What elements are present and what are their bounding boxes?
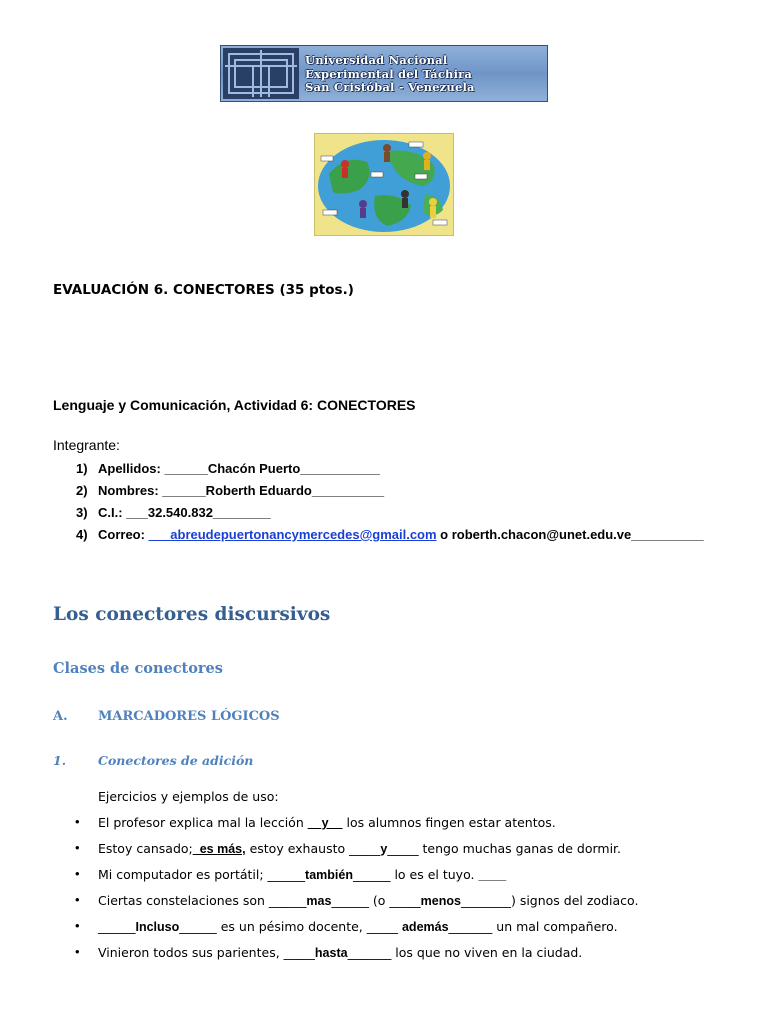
university-line-1: Universidad Nacional (305, 53, 448, 67)
heading-marcadores-logicos: MARCADORES LÓGICOS (98, 709, 280, 724)
field-value: ______Roberth Eduardo__________ (158, 483, 385, 498)
sentence-text: estoy exhausto _____ (245, 841, 381, 856)
answer-text: menos (420, 894, 461, 908)
university-line-2: Experimental del Táchira (305, 66, 473, 81)
nombres-field (98, 483, 384, 498)
answer-text: también (305, 868, 353, 882)
answer-text: hasta (314, 946, 348, 960)
heading-conectores-de-adicion: Conectores de adición (98, 753, 254, 768)
answer-text: además (401, 920, 449, 934)
sentence-text: ______ lo es el tuyo. (352, 867, 479, 882)
heading-4-number: 1. (53, 753, 67, 768)
sentence-text: _______ un mal compañero. (448, 919, 618, 934)
evaluation-title: EVALUACIÓN 6. CONECTORES (35 ptos.) (53, 282, 354, 298)
sentence-text: Mi computador es portátil; ______ (98, 867, 306, 882)
exercise-sentence (98, 893, 638, 908)
list-number: 2) (76, 483, 88, 498)
answer-text: _es más, (192, 842, 246, 856)
correo-field (98, 527, 704, 542)
field-label: C.I.: (98, 505, 123, 520)
integrante-label: Integrante: (53, 437, 120, 453)
bullet-icon: • (75, 840, 80, 855)
sentence-text: Vinieron todos sus parientes, _____ (98, 945, 315, 960)
field-value: ___32.540.832________ (122, 505, 271, 520)
sentence-text: _____ tengo muchas ganas de dormir. (387, 841, 622, 856)
list-number: 3) (76, 505, 88, 520)
answer-text: Incluso (135, 920, 180, 934)
course-title: Lenguaje y Comunicación, Actividad 6: CONECTORES (53, 397, 416, 413)
apellidos-field (98, 461, 380, 476)
bullet-icon: • (75, 944, 80, 959)
sentence-text: _______ los que no viven en la ciudad. (347, 945, 583, 960)
sentence-text: los alumnos fingen estar atentos. (342, 815, 556, 830)
email-link[interactable] (149, 527, 437, 542)
list-number: 1) (76, 461, 88, 476)
exercise-sentence (98, 815, 556, 830)
bullet-icon: • (75, 892, 80, 907)
field-label: Apellidos: (98, 461, 161, 476)
exercise-intro: Ejercicios y ejemplos de uso: (98, 789, 279, 804)
answer-text: mas (306, 894, 332, 908)
bullet-icon: • (75, 918, 80, 933)
globe-people-icon (315, 134, 453, 235)
bullet-icon: • (75, 866, 80, 881)
field-value: o roberth.chacon@unet.edu.ve__________ (436, 527, 704, 542)
ci-field (98, 505, 271, 520)
email-link-text: abreudepuertonancymercedes@gmail.com (170, 527, 437, 542)
exercise-sentence (98, 919, 618, 934)
sentence-text: ________) signos del zodiaco. (460, 893, 639, 908)
exercise-sentence (98, 945, 582, 960)
email-link-prefix: ___ (148, 527, 171, 542)
globe-illustration (314, 133, 454, 236)
field-label: Correo: (98, 527, 145, 542)
exercise-sentence (98, 867, 506, 882)
bullet-icon: • (75, 814, 80, 829)
answer-text: ____ (478, 868, 507, 882)
university-line-3: San Cristóbal - Venezuela (305, 80, 475, 94)
heading-clases-de-conectores: Clases de conectores (53, 660, 223, 677)
exercise-sentence (98, 841, 621, 856)
heading-conectores-discursivos: Los conectores discursivos (53, 604, 331, 625)
university-banner (220, 45, 548, 102)
sentence-text: ______ es un pésimo docente, _____ (179, 919, 402, 934)
sentence-text: ______ (o _____ (331, 893, 421, 908)
sentence-text: El profesor explica mal la lección (98, 815, 308, 830)
field-label: Nombres: (98, 483, 159, 498)
heading-3-number: A. (53, 709, 68, 724)
university-logo-icon (223, 48, 299, 99)
list-number: 4) (76, 527, 88, 542)
sentence-text: Ciertas constelaciones son ______ (98, 893, 307, 908)
answer-text: __y__ (307, 816, 343, 830)
sentence-text: Estoy cansado; (98, 841, 193, 856)
field-value: ______Chacón Puerto___________ (160, 461, 380, 476)
sentence-text: ______ (98, 919, 136, 934)
answer-text: y (380, 842, 388, 856)
